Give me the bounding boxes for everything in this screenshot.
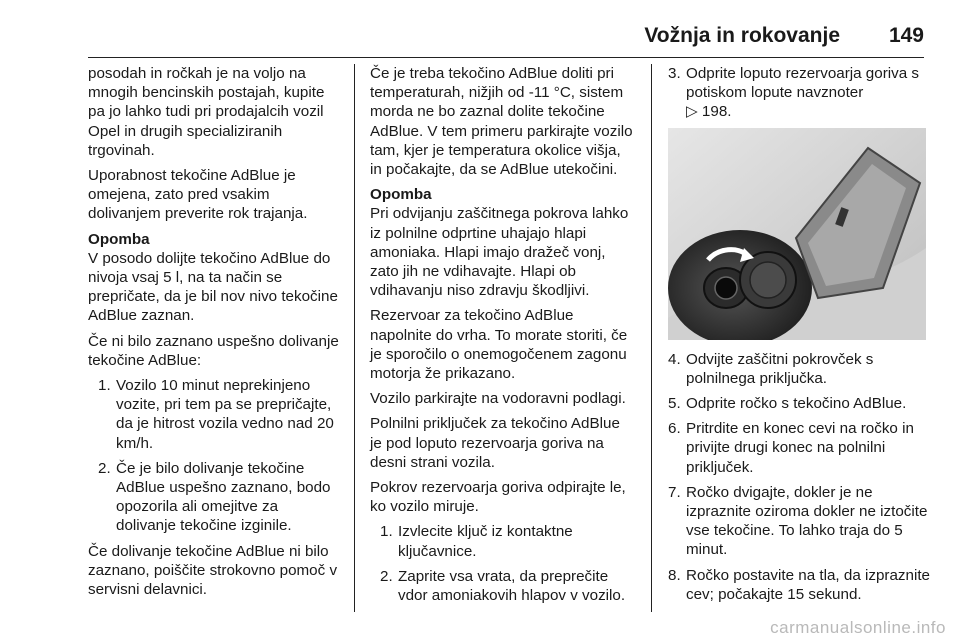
step-list	[668, 64, 930, 122]
list-item	[668, 483, 930, 560]
watermark-text: carmanualsonline.info	[770, 618, 946, 637]
step-text-main: Odprite loputo rezervoarja goriva s potiskom lopute navznoter	[686, 65, 919, 102]
step-text: Izvlecite ključ iz kontaktne ključavnice.	[398, 523, 573, 560]
step-text: Odvijte zaščitni pokrovček s polnilnega priključka.	[686, 350, 874, 387]
list-item	[98, 376, 341, 453]
step-number: 4.	[668, 350, 681, 368]
column-divider-1	[354, 64, 355, 612]
step-number: 6.	[668, 420, 681, 438]
step-number: 8.	[668, 566, 681, 584]
paragraph: Pokrov rezervoarja goriva odpirajte le, ko vozilo miruje.	[370, 479, 626, 516]
note-text: V posodo dolijte tekočino AdBlue do nivoja vsaj 5 l, na ta način se prepričate, da je bil nov nivo tekočine AdBlue zaznan.	[88, 249, 338, 325]
note-title: Opomba	[88, 230, 150, 248]
step-number: 1.	[380, 523, 393, 541]
column-1	[88, 64, 341, 605]
paragraph: Polnilni priključek za tekočino AdBlue je pod loputo rezervoarja goriva na desni strani vozila.	[370, 415, 620, 471]
paragraph: posodah in ročkah je na voljo na mnogih bencinskih postajah, kupite pa jo lahko tudi pri prodajalcih vozil Opel in drugih specializiranih trgovinah.	[88, 65, 325, 159]
paragraph: Če je treba tekočino AdBlue doliti pri temperaturah, nižjih od -11 °C, sistem morda ne bo zaznal dolite tekočine AdBlue. V tem primeru parkirajte vozilo tam, kjer je temperatura okolice višja, in počakajte, da se AdBlue utekočini.	[370, 65, 633, 179]
page-number: 149	[888, 24, 924, 47]
step-list	[370, 522, 634, 605]
step-list	[88, 376, 341, 536]
step-text: Zaprite vsa vrata, da preprečite vdor amoniakovih hlapov v vozilo.	[398, 567, 626, 605]
list-item	[668, 566, 930, 604]
step-text: Vozilo 10 minut neprekinjeno vozite, pri tem pa se prepričajte, da je hitrost vozila vedno nad 20 km/h.	[116, 377, 334, 452]
step-text: Pritrdite en konec cevi na ročko in privijte drugi konec na polnilni priključek.	[686, 420, 914, 476]
note-text: Pri odvijanju zaščitnega pokrova lahko iz polnilne odprtine uhajajo hlapi amoniaka. Hlapi imajo dražeč vonj, zato jih ne vdihavajte. Hlapi ob vdihavanju niso zdravju škodljivi.	[370, 205, 629, 300]
step-number: 3.	[668, 65, 681, 82]
list-item	[668, 350, 930, 388]
page-title: Vožnja in rokovanje	[644, 24, 840, 47]
step-list	[668, 350, 930, 604]
paragraph: Rezervoar za tekočino AdBlue napolnite do vrha. To morate storiti, če je sporočilo o onemogočenem zagonu motorja že prikazano.	[370, 307, 628, 383]
step-number: 1.	[98, 377, 111, 395]
paragraph: Vozilo parkirajte na vodoravni podlagi.	[370, 390, 626, 408]
step-text: Ročko postavite na tla, da izpraznite cev; počakajte 15 sekund.	[686, 566, 930, 603]
list-item	[380, 567, 634, 605]
page-reference: 198.	[701, 103, 732, 121]
step-text: Odprite ročko s tekočino AdBlue.	[686, 395, 907, 413]
column-3	[668, 64, 930, 610]
step-text: Ročko dvigajte, dokler je ne izpraznite oziroma dokler ne iztočite vse tekočine. To lahko traja do 5 minut.	[686, 483, 928, 559]
list-item	[668, 419, 930, 477]
list-item	[380, 522, 634, 560]
header-rule	[88, 57, 924, 58]
note-title: Opomba	[370, 186, 432, 204]
fuel-filler-illustration	[668, 128, 926, 340]
step-text	[686, 64, 930, 122]
paragraph: Uporabnost tekočine AdBlue je omejena, zato pred vsakim dolivanjem preverite rok trajanja.	[88, 167, 308, 223]
paragraph: Če ni bilo zaznano uspešno dolivanje tekočine AdBlue:	[88, 332, 339, 369]
list-item	[98, 459, 341, 536]
step-number: 7.	[668, 483, 681, 501]
list-item	[668, 64, 930, 122]
column-2	[370, 64, 634, 611]
page-ref-arrow-icon: ▷	[686, 103, 698, 121]
step-number: 5.	[668, 395, 681, 413]
page-header	[500, 24, 924, 54]
step-number: 2.	[98, 459, 111, 477]
column-divider-2	[651, 64, 652, 612]
paragraph: Če dolivanje tekočine AdBlue ni bilo zaznano, poiščite strokovno pomoč v servisni delavnici.	[88, 542, 338, 599]
list-item	[668, 394, 930, 413]
step-text: Če je bilo dolivanje tekočine AdBlue uspešno zaznano, bodo opozorila ali omejitve za dolivanje tekočine izginile.	[116, 459, 331, 535]
step-number: 2.	[380, 567, 393, 585]
